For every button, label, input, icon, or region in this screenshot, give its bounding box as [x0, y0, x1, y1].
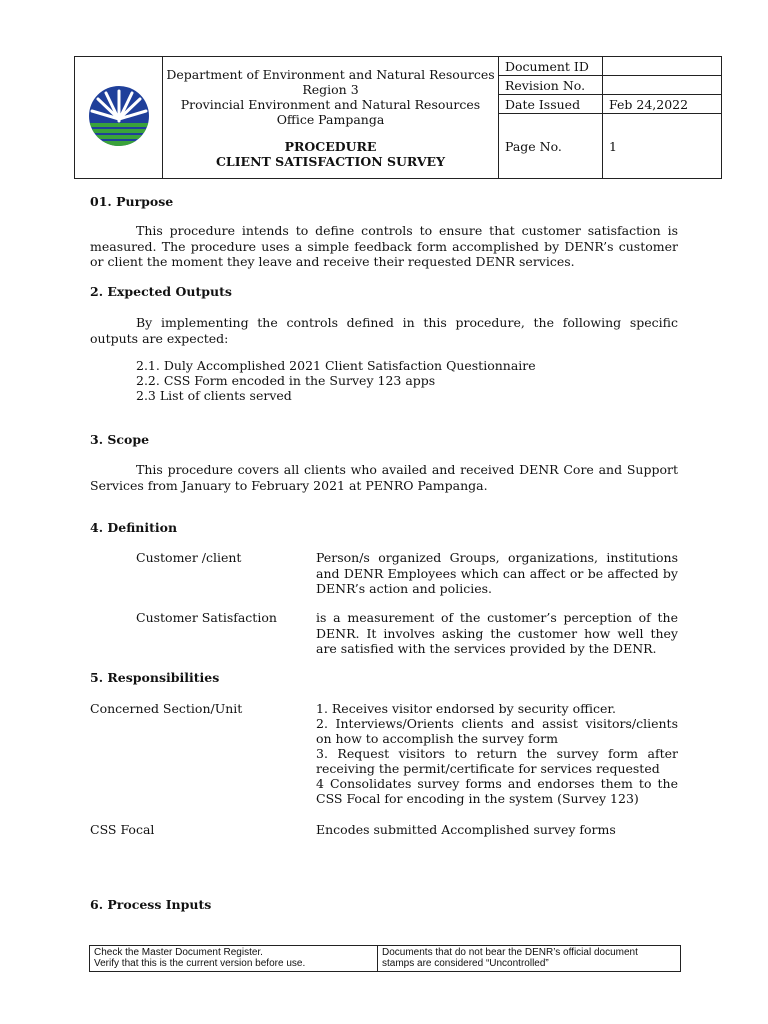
- outputs-paragraph: [90, 315, 678, 346]
- logo-cell: [75, 57, 163, 179]
- outputs-text: By implementing the controls defined in this procedure, the following specific outputs are expected:: [90, 315, 678, 346]
- procedure-subtitle: CLIENT SATISFACTION SURVEY: [215, 153, 446, 169]
- procedure-title: PROCEDURE: [284, 138, 377, 154]
- page-no-label: Page No.: [499, 114, 603, 179]
- duty-item: 4 Consolidates survey forms and endorses them to the CSS Focal for encoding in the system (Survey 123): [316, 776, 678, 806]
- org-line: Office Pampanga: [276, 111, 385, 127]
- footer-left-cell: [90, 946, 378, 972]
- definition-text: Person/s organized Groups, organizations, institutions and DENR Employees which can affect or be affected by DENR’s action and policies.: [316, 550, 678, 596]
- responsibility-role: Concerned Section/Unit: [90, 701, 243, 716]
- footer-left-line: Verify that this is the current version before use.: [94, 958, 306, 969]
- revision-label: Revision No.: [499, 76, 603, 95]
- definition-text: is a measurement of the customer’s perception of the DENR. It involves asking the customer how well they are satisfied with the services provided by the DENR.: [316, 610, 678, 656]
- list-item: 2.1. Duly Accomplished 2021 Client Satisfaction Questionnaire: [136, 358, 536, 373]
- list-item: 2.2. CSS Form encoded in the Survey 123 apps: [136, 373, 436, 388]
- scope-text: This procedure covers all clients who availed and received DENR Core and Support Services from January to February 2021 at PENRO Pampanga.: [90, 462, 678, 493]
- denr-logo-icon: [86, 85, 152, 147]
- section-heading-outputs: 2. Expected Outputs: [90, 284, 232, 299]
- list-item: 2.3 List of clients served: [136, 388, 292, 403]
- duty-item: 2. Interviews/Orients clients and assist visitors/clients on how to accomplish the survey form: [316, 716, 678, 746]
- section-heading-definition: 4. Definition: [90, 520, 178, 535]
- footer-right-line: stamps are considered “Uncontrolled”: [382, 958, 549, 969]
- definition-term: Customer Satisfaction: [136, 610, 277, 625]
- footer-left-line: Check the Master Document Register.: [94, 947, 263, 958]
- org-cell: [163, 57, 499, 179]
- document-footer-table: [89, 945, 681, 972]
- section-heading-responsibilities: 5. Responsibilities: [90, 670, 220, 685]
- page-no-value: 1: [603, 114, 722, 179]
- org-line: Department of Environment and Natural Resources: [166, 66, 495, 82]
- purpose-paragraph: [90, 223, 678, 270]
- duty-item: 3. Request visitors to return the survey form after receiving the permit/certificate for services requested: [316, 746, 678, 776]
- org-line: Provincial Environment and Natural Resources: [180, 96, 481, 112]
- responsibility-duties: [316, 822, 678, 837]
- scope-paragraph: [90, 462, 678, 493]
- duty-item: Encodes submitted Accomplished survey forms: [316, 822, 616, 837]
- document-header-table: [74, 56, 722, 179]
- footer-right-line: Documents that do not bear the DENR’s official document: [382, 947, 638, 958]
- footer-right-cell: [378, 946, 681, 972]
- purpose-text: This procedure intends to define controls to ensure that customer satisfaction is measured. The procedure uses a simple feedback form accomplished by DENR’s customer or client the moment they leave and receive their requested DENR services.: [90, 223, 678, 269]
- section-heading-process-inputs: 6. Process Inputs: [90, 897, 212, 912]
- date-issued-value: Feb 24,2022: [603, 95, 722, 114]
- definition-term: Customer /client: [136, 550, 242, 565]
- revision-value: [603, 76, 722, 95]
- section-heading-scope: 3. Scope: [90, 432, 150, 447]
- document-id-value: [603, 57, 722, 76]
- responsibility-role: CSS Focal: [90, 822, 155, 837]
- duty-item: 1. Receives visitor endorsed by security officer.: [316, 701, 616, 716]
- section-heading-purpose: 01. Purpose: [90, 194, 174, 209]
- org-line: Region 3: [302, 81, 359, 97]
- responsibility-duties: [316, 701, 678, 806]
- date-issued-label: Date Issued: [499, 95, 603, 114]
- document-id-label: Document ID: [499, 57, 603, 76]
